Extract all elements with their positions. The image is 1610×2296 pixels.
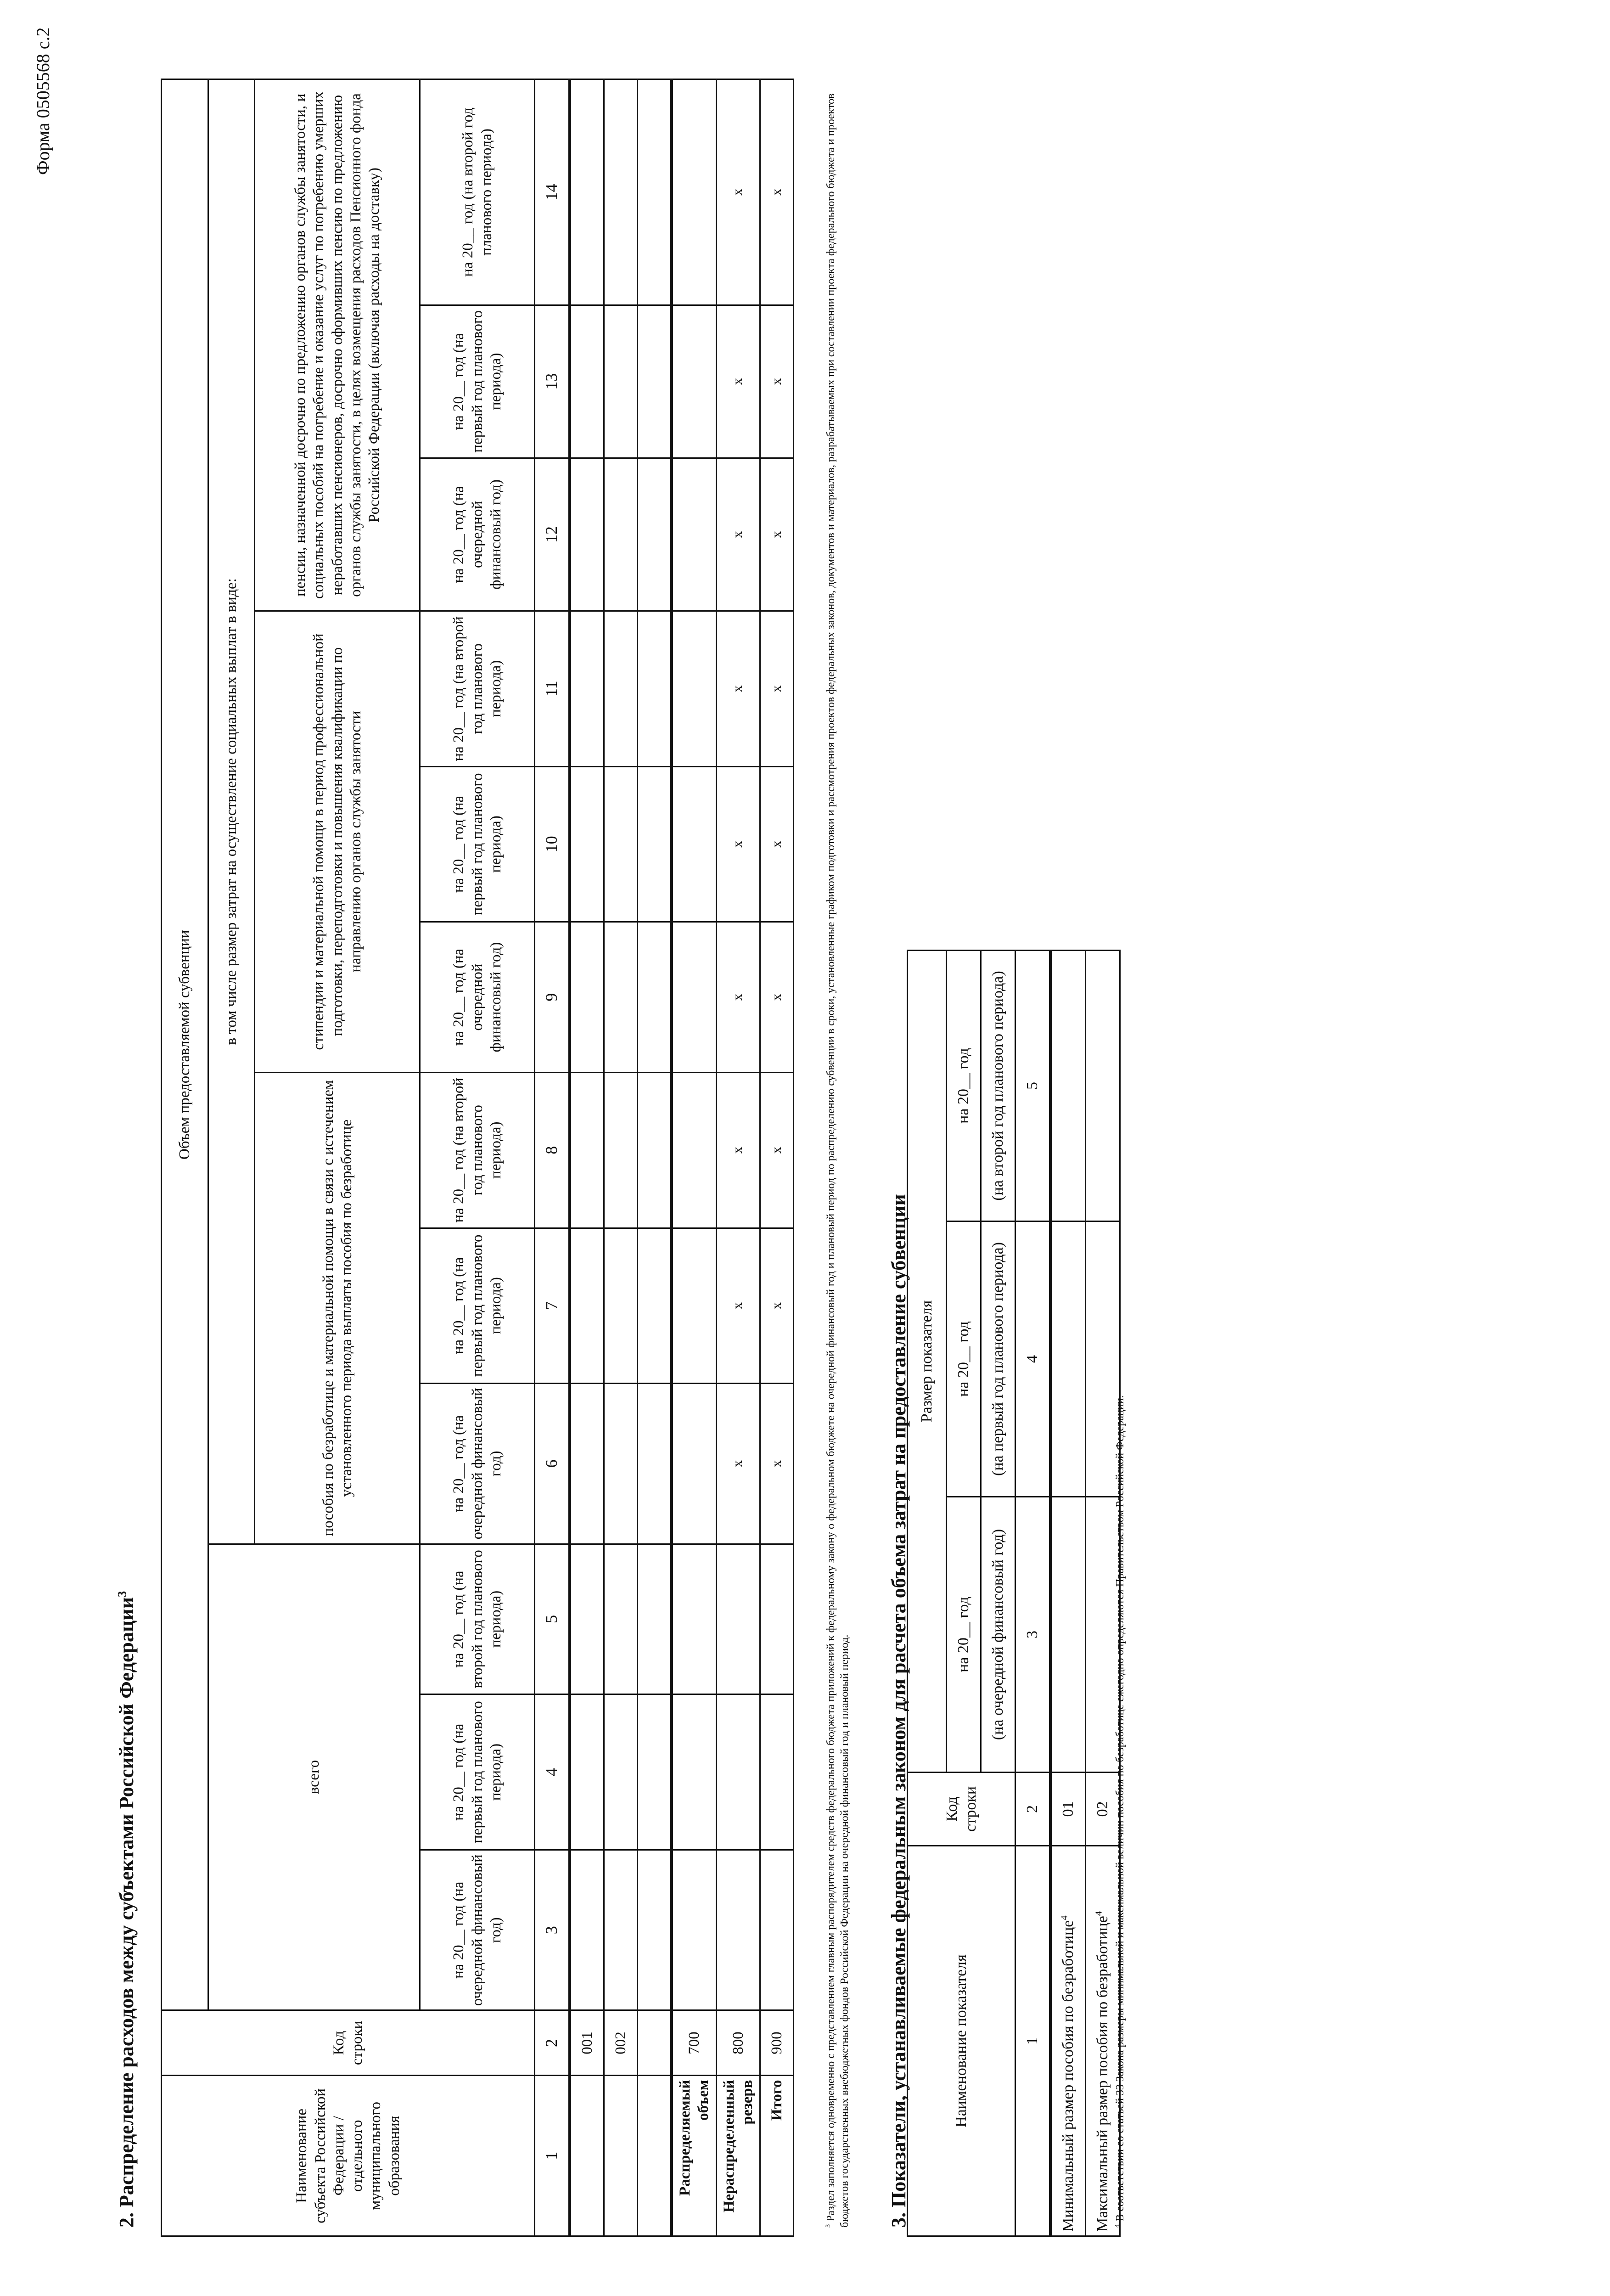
header-indicator-size: Размер показателя — [908, 950, 947, 1772]
period-second: на 20__ год (на второй год планового периода) — [420, 611, 535, 767]
row-name[interactable] — [604, 2076, 638, 2236]
form-number: Форма 0505568 с.2 — [33, 27, 53, 175]
x-mark: x — [760, 1228, 794, 1384]
col-num: 13 — [535, 305, 570, 458]
x-mark: x — [760, 458, 794, 611]
footnote-3: $^3$ Раздел заполняется одновременно с представлением главным распорядителем средств федерального бюджета приложений к федеральному закону о федеральном бюджете на очередной финансовый год и плановый период по распределению субвенции в сроки, установленные графиком подготовки и рассмотрения проектов федеральных законов, документов и материалов, разрабатываемых при составлении проекта федерального бюджета и проектов бюджетов государственных внебюджетных фондов Российской Федерации на очередной финансовый год и плановый период. — [825, 93, 851, 2228]
x-mark: x — [716, 458, 760, 611]
section3-title: 3. Показатели, устанавливаемые федеральным законом для расчета объема затрат на предоставление субвенции — [887, 1194, 910, 2228]
period-first: на 20__ год (на первый год планового периода) — [420, 1694, 535, 1850]
col-num: 1 — [535, 2076, 570, 2236]
x-mark: x — [716, 1072, 760, 1228]
row-name[interactable] — [638, 2076, 672, 2236]
header-stipends: стипендии и материальной помощи в период профессиональной подготовки, переподготовки и повышения квалификации по направлению органов службы занятости — [255, 611, 420, 1073]
x-mark: x — [716, 79, 760, 305]
col-num: 4 — [535, 1694, 570, 1850]
row-code: 002 — [604, 2010, 638, 2076]
row-code: 800 — [716, 2010, 760, 2076]
period-second: на 20__ год (на второй год планового периода) — [420, 79, 535, 305]
header-indicator-name: Наименование показателя — [908, 1846, 1015, 2236]
x-mark: x — [760, 922, 794, 1073]
indicators-table — [907, 950, 1121, 2237]
row-code: 700 — [672, 2010, 716, 2076]
col-num: 7 — [535, 1228, 570, 1384]
col-num: 5 — [1015, 950, 1051, 1221]
col-num: 1 — [1015, 1846, 1051, 2236]
period-next: на 20__ год (на очередной финансовый год) — [420, 458, 535, 611]
period-next: на 20__ год (на очередной финансовый год) — [420, 1850, 535, 2010]
indicator-code: 02 — [1086, 1773, 1120, 1846]
period-second: на 20__ год (на второй год планового периода) — [420, 1072, 535, 1228]
row-reserve — [716, 79, 760, 2236]
period-3-desc: (на второй год планового периода) — [981, 950, 1015, 1221]
indicator-name: Минимальный размер пособия по безработице$^4$ — [1050, 1846, 1086, 2236]
distribution-table — [161, 79, 794, 2237]
header-incl: в том числе размер затрат на осуществление социальных выплат в виде: — [208, 79, 255, 1544]
x-mark: x — [716, 1228, 760, 1384]
col-num: 6 — [535, 1384, 570, 1544]
header-name: Наименование субъекта Российской Федерации / отдельного муниципального образования — [162, 2076, 535, 2236]
x-mark: x — [760, 611, 794, 767]
period-3-year: на 20__ год — [947, 950, 981, 1221]
header-total: всего — [208, 1544, 420, 2010]
col-num: 11 — [535, 611, 570, 767]
period-2-year: на 20__ год — [947, 1221, 981, 1497]
header-pensions: пенсии, назначенной досрочно по предложению органов службы занятости, и социальных пособий на погребение и оказание услуг по погребению умерших неработавших пенсионеров, досрочно оформивших пенсию по предложению органов службы занятости, в целях возмещения расходов Пенсионного фонда Российской Федерации (включая расходы на доставку) — [255, 79, 420, 611]
col-num: 4 — [1015, 1221, 1051, 1497]
header-code: Код строки — [162, 2010, 535, 2076]
x-mark: x — [760, 1384, 794, 1544]
col-num: 3 — [535, 1850, 570, 2010]
col-num: 3 — [1015, 1497, 1051, 1773]
column-numbers-row — [535, 79, 570, 2236]
col-num: 12 — [535, 458, 570, 611]
col-num: 9 — [535, 922, 570, 1073]
footnote-4: $^4$ В соответствии со статьей 33 Закона размеры минимальной и максимальной величин пособия по безработице ежегодно определяются Правительством Российской Федерации. — [1114, 1395, 1126, 2228]
period-next: на 20__ год (на очередной финансовый год) — [420, 922, 535, 1073]
x-mark: x — [716, 922, 760, 1073]
x-mark: x — [716, 1384, 760, 1544]
row-total-label: Итого — [760, 2076, 794, 2236]
row-code — [638, 2010, 672, 2076]
period-2-desc: (на первый год планового периода) — [981, 1221, 1015, 1497]
x-mark: x — [760, 1072, 794, 1228]
section2-title: 2. Распределение расходов между субъектами Российской Федерации$^3$ — [115, 1591, 138, 2228]
col-num: 2 — [535, 2010, 570, 2076]
x-mark: x — [716, 611, 760, 767]
col-num: 8 — [535, 1072, 570, 1228]
period-next: на 20__ год (на очередной финансовый год) — [420, 1384, 535, 1544]
row-code: 900 — [760, 2010, 794, 2076]
row-name[interactable] — [570, 2076, 604, 2236]
x-mark: x — [716, 766, 760, 922]
table-row — [638, 79, 672, 2236]
period-first: на 20__ год (на первый год планового периода) — [420, 1228, 535, 1384]
row-code: 001 — [570, 2010, 604, 2076]
x-mark: x — [760, 766, 794, 922]
column-numbers-row — [1015, 950, 1051, 2236]
table-row — [604, 79, 638, 2236]
period-1-desc: (на очередной финансовый год) — [981, 1497, 1015, 1773]
row-distributed — [672, 79, 716, 2236]
indicator-name: Максимальный размер пособия по безработице$^4$ — [1086, 1846, 1120, 2236]
x-mark: x — [716, 305, 760, 458]
col-num: 10 — [535, 766, 570, 922]
col-num: 2 — [1015, 1773, 1051, 1846]
x-mark: x — [760, 305, 794, 458]
x-mark: x — [760, 79, 794, 305]
period-1-year: на 20__ год — [947, 1497, 981, 1773]
row-total — [760, 79, 794, 2236]
period-first: на 20__ год (на первый год планового периода) — [420, 766, 535, 922]
period-second: на 20__ год (на второй год планового периода) — [420, 1544, 535, 1694]
header-indicator-code: Код строки — [908, 1773, 1015, 1846]
col-num: 5 — [535, 1544, 570, 1694]
header-volume: Объем предоставляемой субвенции — [162, 79, 208, 2010]
period-first: на 20__ год (на первый год планового периода) — [420, 305, 535, 458]
indicator-code: 01 — [1050, 1773, 1086, 1846]
table-row — [1050, 950, 1086, 2236]
row-reserve-label: Нераспределенный резерв — [716, 2076, 760, 2236]
header-benefits: пособия по безработице и материальной помощи в связи с истечением установленного периода выплаты пособия по безработице — [255, 1072, 420, 1544]
table-row — [570, 79, 604, 2236]
col-num: 14 — [535, 79, 570, 305]
row-distributed-label: Распределяемый объем — [672, 2076, 716, 2236]
